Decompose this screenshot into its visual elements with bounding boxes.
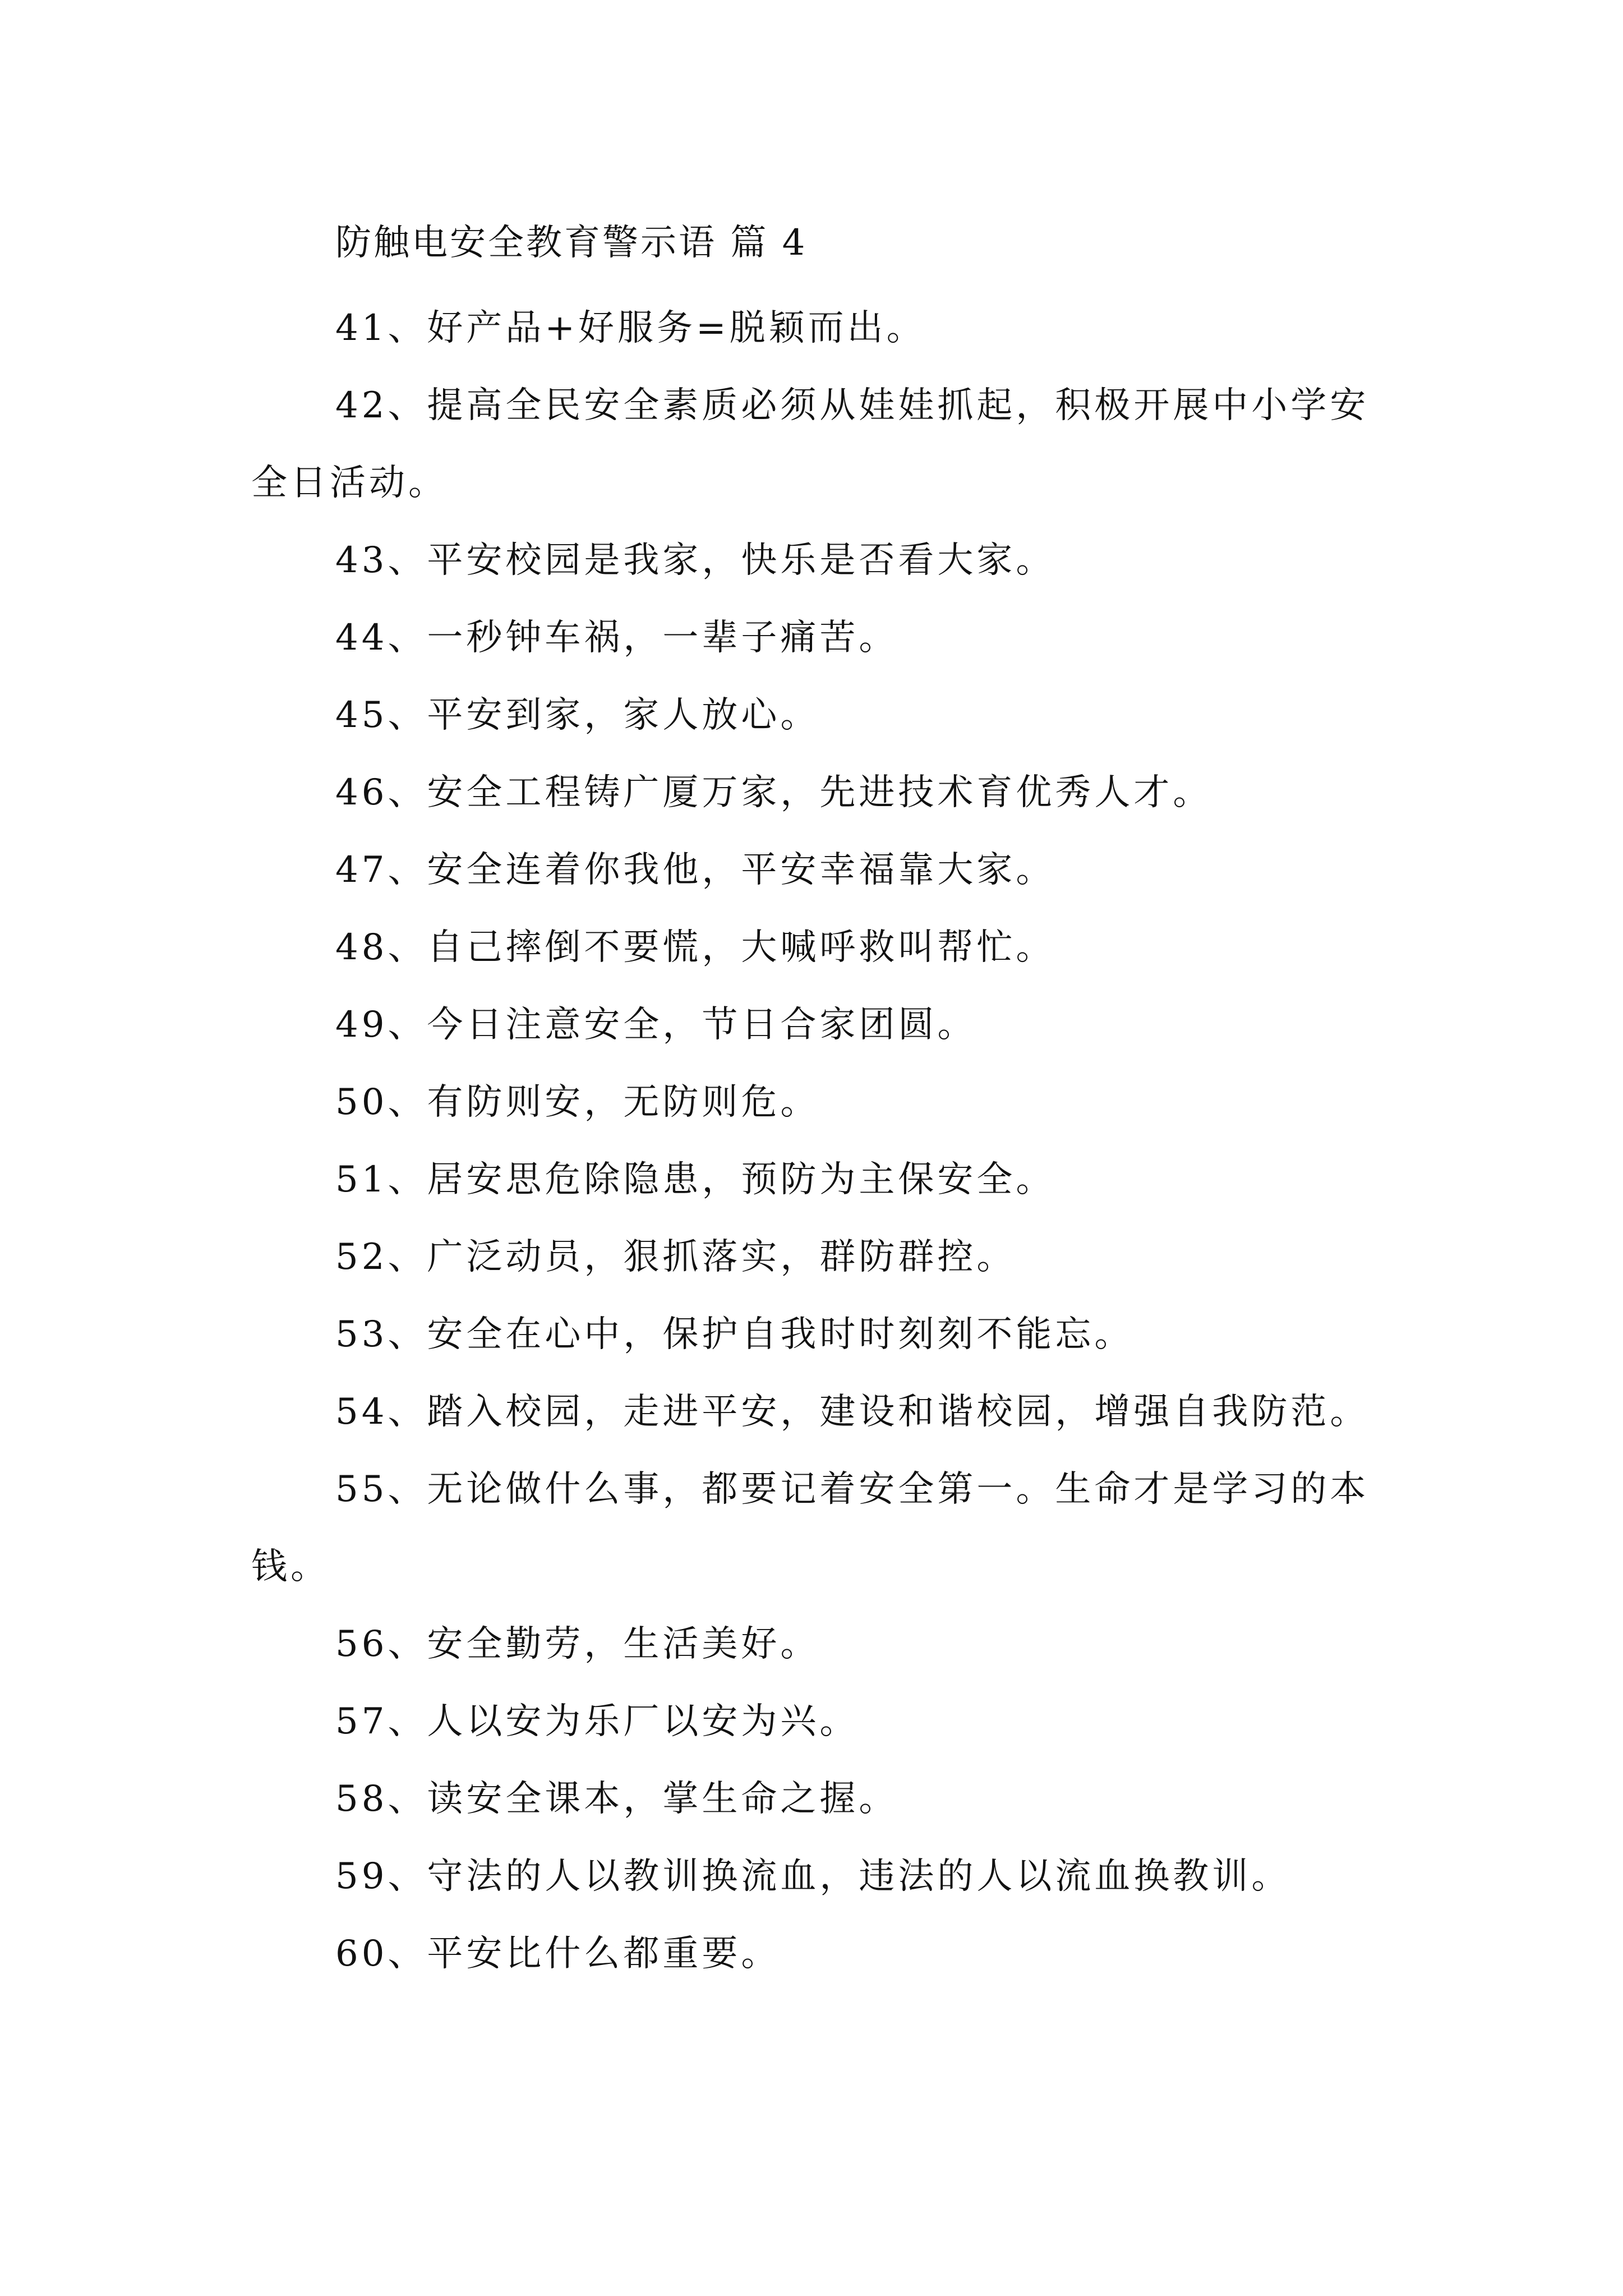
slogan-item: 56、安全勤劳，生活美好。 — [335, 1623, 820, 1665]
slogan-item: 43、平安校园是我家，快乐是否看大家。 — [335, 540, 1055, 581]
slogan-item: 47、安全连着你我他，平安幸福靠大家。 — [335, 849, 1055, 891]
slogan-item: 54、踏入校园，走进平安，建设和谐校园，增强自我防范。 — [335, 1391, 1370, 1433]
slogan-list — [251, 289, 1385, 1993]
document-title: 防触电安全教育警示语 篇 4 — [335, 222, 808, 264]
slogan-item: 49、今日注意安全，节日合家团圆。 — [335, 1004, 977, 1046]
slogan-item: 60、平安比什么都重要。 — [335, 1933, 781, 1975]
slogan-item: 57、人以安为乐厂以安为兴。 — [335, 1701, 859, 1742]
slogan-item: 50、有防则安，无防则危。 — [335, 1082, 820, 1123]
slogan-item: 53、安全在心中，保护自我时时刻刻不能忘。 — [335, 1314, 1134, 1355]
slogan-item: 41、好产品+好服务=脱颖而出。 — [335, 307, 926, 349]
slogan-item: 42、提高全民安全素质必须从娃娃抓起，积极开展中小学安全日活动。 — [251, 385, 1370, 504]
slogan-item: 58、读安全课本，掌生命之握。 — [335, 1778, 898, 1820]
slogan-item: 46、安全工程铸广厦万家，先进技术育优秀人才。 — [335, 772, 1212, 813]
slogan-item: 55、无论做什么事，都要记着安全第一。生命才是学习的本钱。 — [251, 1469, 1370, 1588]
slogan-item: 48、自己摔倒不要慌，大喊呼救叫帮忙。 — [335, 927, 1055, 968]
slogan-item: 51、居安思危除隐患，预防为主保安全。 — [335, 1159, 1055, 1200]
slogan-item: 44、一秒钟车祸，一辈子痛苦。 — [335, 617, 898, 659]
slogan-item: 45、平安到家，家人放心。 — [335, 694, 820, 736]
slogan-item: 52、广泛动员，狠抓落实，群防群控。 — [335, 1236, 1016, 1278]
slogan-item: 59、守法的人以教训换流血，违法的人以流血换教训。 — [335, 1856, 1291, 1897]
